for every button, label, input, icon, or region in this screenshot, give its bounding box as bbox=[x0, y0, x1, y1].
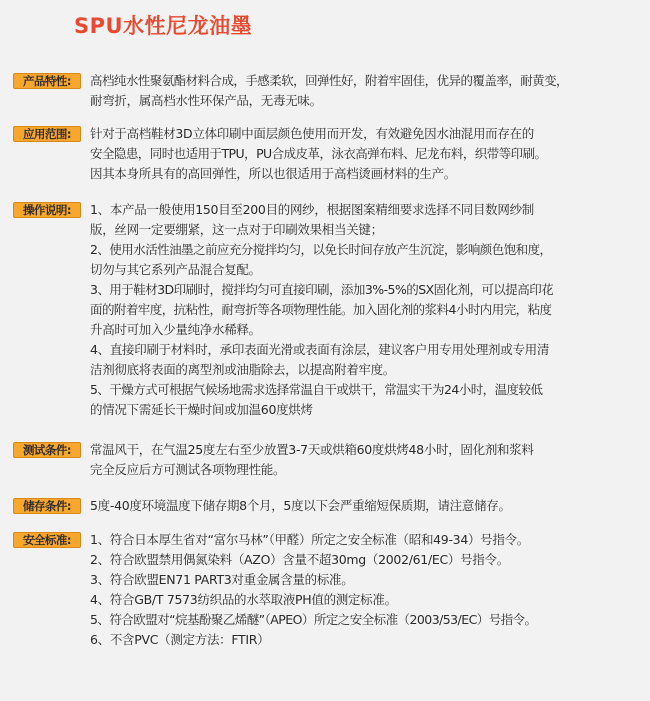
section-body bbox=[90, 200, 646, 420]
text-line: 版，丝网一定要绷紧，这一点对于印刷效果相当关键； bbox=[90, 222, 383, 237]
text-line: 针对于高档鞋材3D立体印刷中面层颜色使用而开发，有效避免因水油混用而存在的 bbox=[90, 126, 534, 141]
text-line: 5、干燥方式可根据气候场地需求选择常温自干或烘干，常温实干为24小时，温度较低 bbox=[90, 382, 543, 397]
section-label: 安全标准: bbox=[13, 532, 81, 548]
text-line: 4、符合GB/T 7573纺织品的水萃取液PH值的测定标准。 bbox=[90, 592, 397, 607]
text-line: 常温风干，在气温25度左右至少放置3-7天或烘箱60度烘烤48小时，固化剂和浆料 bbox=[90, 442, 534, 457]
text-line: 2、符合欧盟禁用偶氮染料（AZO）含量不超30mg（2002/61/EC）号指令。 bbox=[90, 552, 509, 567]
section-label: 操作说明: bbox=[13, 202, 81, 218]
text-line: 5、符合欧盟对“烷基酚聚乙烯醚”（APEO）所定之安全标准（2003/53/EC）号指令。 bbox=[90, 612, 537, 627]
text-line: 6、不含PVC（测定方法：FTIR） bbox=[90, 632, 270, 647]
section-body bbox=[90, 124, 646, 184]
section-body bbox=[90, 71, 646, 111]
text-line: 高档纯水性聚氨酯材料合成，手感柔软，回弹性好，附着牢固佳，优异的覆盖率，耐黄变， bbox=[90, 73, 569, 88]
section-body bbox=[90, 440, 646, 480]
text-line: 耐弯折，属高档水性环保产品，无毒无味。 bbox=[90, 93, 322, 108]
text-line: 的情况下需延长干燥时间或加温60度烘烤 bbox=[90, 402, 313, 417]
section-label: 储存条件: bbox=[13, 498, 81, 514]
text-line: 洁剂彻底将表面的离型剂或油脂除去，以提高附着牢度。 bbox=[90, 362, 396, 377]
text-line: 1、本产品一般使用150目至200目的网纱，根据图案精细要求选择不同目数网纱制 bbox=[90, 202, 534, 217]
page-title: SPU水性尼龙油墨 bbox=[74, 14, 253, 38]
text-line: 切勿与其它系列产品混合复配。 bbox=[90, 262, 261, 277]
text-line: 1、符合日本厚生省对“富尔马林”（甲醛）所定之安全标准（昭和49-34）号指令。 bbox=[90, 532, 529, 547]
text-line: 安全隐患，同时也适用于TPU，PU合成皮革，泳衣高弹布料、尼龙布料，织带等印刷。 bbox=[90, 146, 547, 161]
text-line: 5度-40度环境温度下储存期8个月，5度以下会严重缩短保质期，请注意储存。 bbox=[90, 498, 511, 513]
section-label: 产品特性: bbox=[13, 73, 81, 89]
text-line: 完全反应后方可测试各项物理性能。 bbox=[90, 462, 286, 477]
section-label: 应用范围: bbox=[13, 126, 81, 142]
text-line: 3、用于鞋材3D印刷时，搅拌均匀可直接印刷，添加3%-5%的SX固化剂，可以提高印花 bbox=[90, 282, 554, 297]
text-line: 面的附着牢度，抗粘性，耐弯折等各项物理性能。加入固化剂的浆料4小时内用完，粘度 bbox=[90, 302, 552, 317]
section-body bbox=[90, 496, 646, 516]
section-label: 测试条件: bbox=[13, 442, 81, 458]
text-line: 升高时可加入少量纯净水稀释。 bbox=[90, 322, 261, 337]
section-body bbox=[90, 530, 646, 650]
text-line: 4、直接印刷于材料时，承印表面光滑或表面有涂层，建议客户用专用处理剂或专用清 bbox=[90, 342, 550, 357]
text-line: 2、使用水活性油墨之前应充分搅拌均匀，以免长时间存放产生沉淀，影响颜色饱和度， bbox=[90, 242, 552, 257]
text-line: 因其本身所具有的高回弹性，所以也很适用于高档烫画材料的生产。 bbox=[90, 166, 457, 181]
text-line: 3、符合欧盟EN71 PART3对重金属含量的标准。 bbox=[90, 572, 354, 587]
